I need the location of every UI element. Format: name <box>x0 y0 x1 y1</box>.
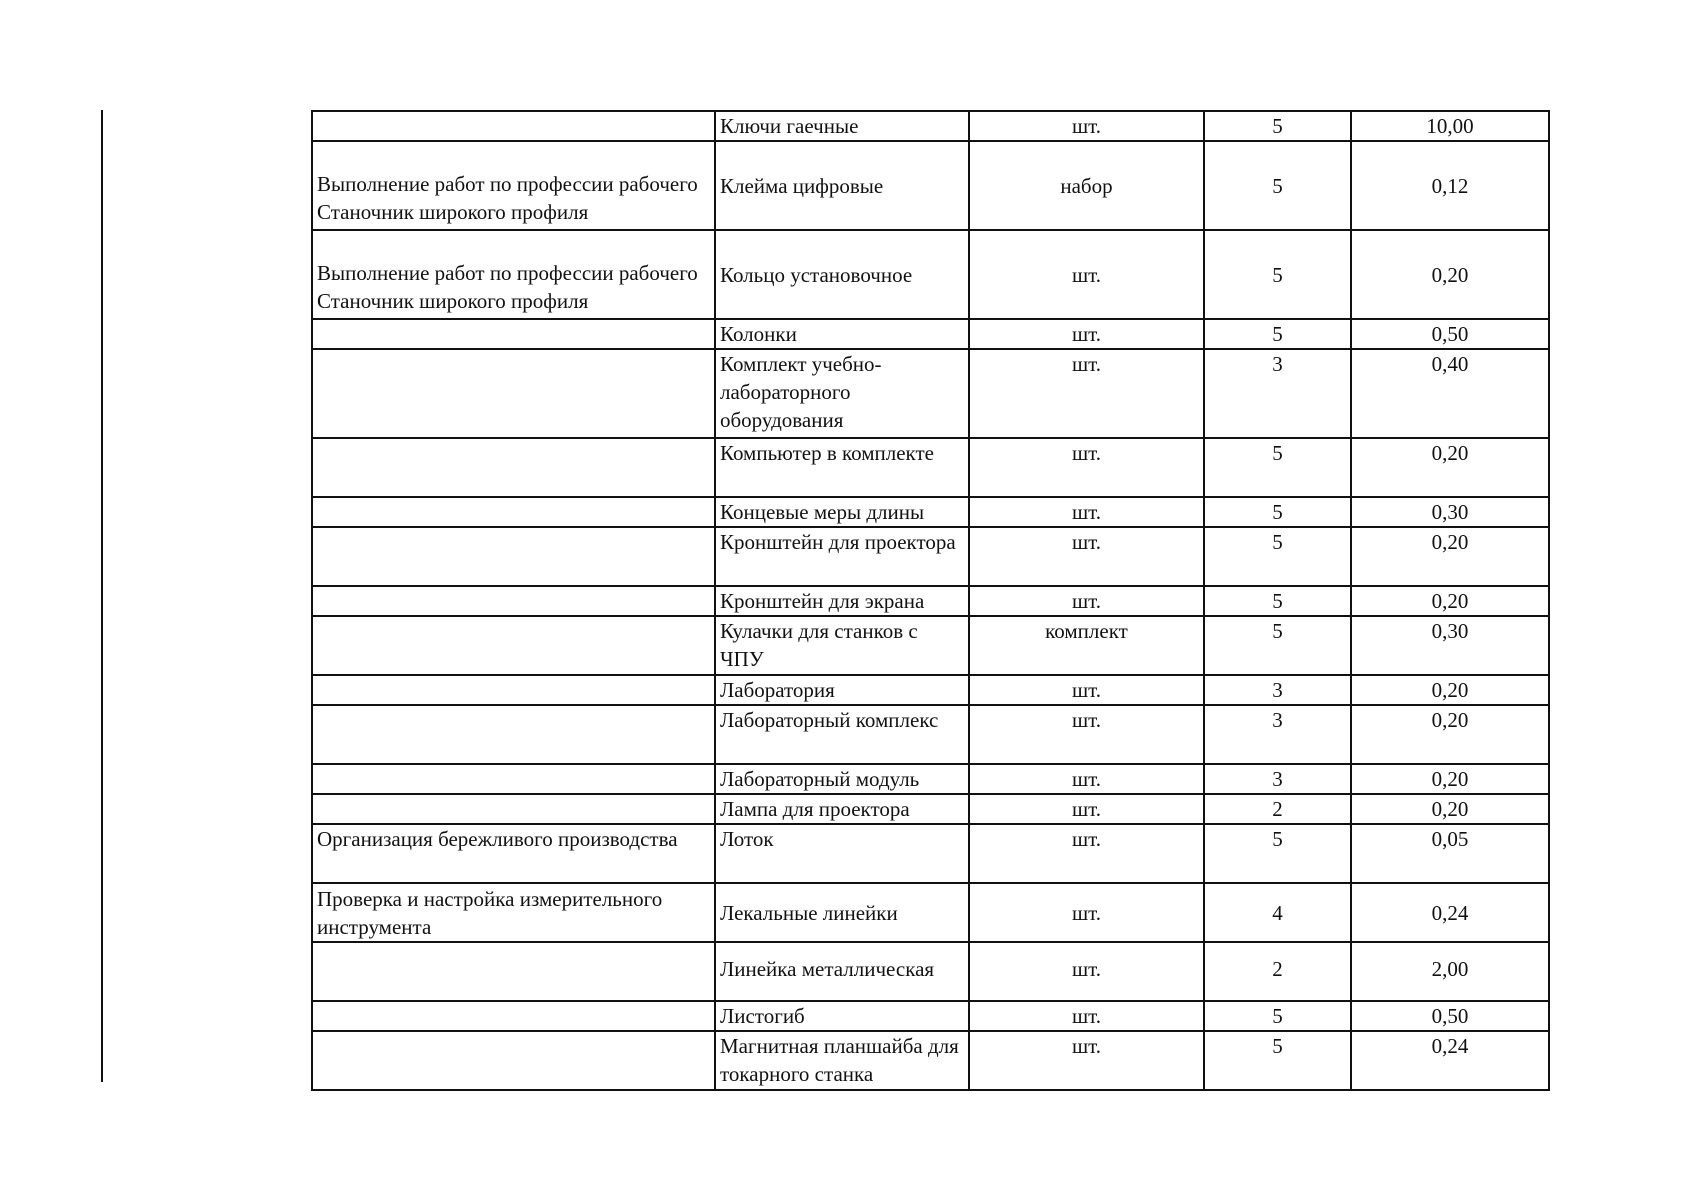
item-name-cell: Лаборатория <box>715 675 969 705</box>
table-row <box>312 230 1549 319</box>
table-row <box>312 675 1549 705</box>
quantity-cell: 3 <box>1204 705 1351 764</box>
value-cell: 0,12 <box>1351 141 1549 230</box>
activity-cell <box>312 705 715 764</box>
item-name-cell: Комплект учебно-лабораторного оборудования <box>715 349 969 438</box>
item-name-cell: Кронштейн для проектора <box>715 527 969 586</box>
quantity-cell: 5 <box>1204 438 1351 497</box>
item-name-cell: Лекальные линейки <box>715 883 969 942</box>
item-name-cell: Кулачки для станков с ЧПУ <box>715 616 969 675</box>
activity-cell <box>312 497 715 527</box>
activity-cell: Проверка и настройка измерительного инструмента <box>312 883 715 942</box>
unit-cell: шт. <box>969 675 1204 705</box>
unit-cell: шт. <box>969 764 1204 794</box>
table-row <box>312 141 1549 230</box>
value-cell: 0,20 <box>1351 675 1549 705</box>
activity-cell <box>312 764 715 794</box>
activity-cell: Организация бережливого производства <box>312 824 715 883</box>
quantity-cell: 2 <box>1204 794 1351 824</box>
table-row <box>312 497 1549 527</box>
value-cell: 0,24 <box>1351 883 1549 942</box>
quantity-cell: 5 <box>1204 111 1351 141</box>
value-cell: 0,20 <box>1351 705 1549 764</box>
table-row <box>312 1031 1549 1090</box>
table-row <box>312 438 1549 497</box>
table-row <box>312 616 1549 675</box>
unit-cell: шт. <box>969 319 1204 349</box>
activity-cell: Выполнение работ по профессии рабочего Станочник широкого профиля <box>312 141 715 230</box>
activity-cell <box>312 794 715 824</box>
activity-cell <box>312 675 715 705</box>
quantity-cell: 5 <box>1204 230 1351 319</box>
unit-cell: шт. <box>969 111 1204 141</box>
value-cell: 10,00 <box>1351 111 1549 141</box>
item-name-cell: Лоток <box>715 824 969 883</box>
value-cell: 0,40 <box>1351 349 1549 438</box>
value-cell: 0,50 <box>1351 319 1549 349</box>
table-row <box>312 824 1549 883</box>
unit-cell: шт. <box>969 497 1204 527</box>
item-name-cell: Листогиб <box>715 1001 969 1031</box>
quantity-cell: 5 <box>1204 1001 1351 1031</box>
quantity-cell: 4 <box>1204 883 1351 942</box>
quantity-cell: 3 <box>1204 675 1351 705</box>
table-row <box>312 705 1549 764</box>
table-row <box>312 319 1549 349</box>
item-name-cell: Компьютер в комплекте <box>715 438 969 497</box>
item-name-cell: Концевые меры длины <box>715 497 969 527</box>
left-margin-rule <box>101 110 103 1082</box>
unit-cell: шт. <box>969 883 1204 942</box>
table-row <box>312 794 1549 824</box>
activity-cell <box>312 942 715 1001</box>
unit-cell: шт. <box>969 586 1204 616</box>
value-cell: 0,20 <box>1351 586 1549 616</box>
table-row <box>312 111 1549 141</box>
unit-cell: набор <box>969 141 1204 230</box>
item-name-cell: Магнитная планшайба для токарного станка <box>715 1031 969 1090</box>
value-cell: 0,20 <box>1351 230 1549 319</box>
quantity-cell: 5 <box>1204 586 1351 616</box>
activity-cell <box>312 319 715 349</box>
quantity-cell: 3 <box>1204 349 1351 438</box>
unit-cell: шт. <box>969 942 1204 1001</box>
item-name-cell: Лабораторный комплекс <box>715 705 969 764</box>
value-cell: 0,20 <box>1351 794 1549 824</box>
value-cell: 0,24 <box>1351 1031 1549 1090</box>
item-name-cell: Лабораторный модуль <box>715 764 969 794</box>
unit-cell: шт. <box>969 794 1204 824</box>
activity-cell <box>312 438 715 497</box>
quantity-cell: 5 <box>1204 1031 1351 1090</box>
quantity-cell: 5 <box>1204 141 1351 230</box>
item-name-cell: Линейка металлическая <box>715 942 969 1001</box>
quantity-cell: 5 <box>1204 824 1351 883</box>
unit-cell: шт. <box>969 1001 1204 1031</box>
quantity-cell: 5 <box>1204 497 1351 527</box>
value-cell: 0,30 <box>1351 616 1549 675</box>
value-cell: 0,30 <box>1351 497 1549 527</box>
item-name-cell: Кронштейн для экрана <box>715 586 969 616</box>
value-cell: 0,20 <box>1351 764 1549 794</box>
quantity-cell: 5 <box>1204 319 1351 349</box>
unit-cell: шт. <box>969 438 1204 497</box>
activity-cell <box>312 1031 715 1090</box>
unit-cell: шт. <box>969 1031 1204 1090</box>
quantity-cell: 5 <box>1204 616 1351 675</box>
table-row <box>312 527 1549 586</box>
unit-cell: комплект <box>969 616 1204 675</box>
value-cell: 2,00 <box>1351 942 1549 1001</box>
value-cell: 0,20 <box>1351 438 1549 497</box>
table-row <box>312 586 1549 616</box>
quantity-cell: 2 <box>1204 942 1351 1001</box>
activity-cell <box>312 349 715 438</box>
table-row <box>312 349 1549 438</box>
value-cell: 0,05 <box>1351 824 1549 883</box>
activity-cell <box>312 111 715 141</box>
activity-cell <box>312 586 715 616</box>
table-row <box>312 1001 1549 1031</box>
activity-cell: Выполнение работ по профессии рабочего Станочник широкого профиля <box>312 230 715 319</box>
unit-cell: шт. <box>969 705 1204 764</box>
activity-cell <box>312 527 715 586</box>
item-name-cell: Клейма цифровые <box>715 141 969 230</box>
item-name-cell: Кольцо установочное <box>715 230 969 319</box>
activity-cell <box>312 616 715 675</box>
equipment-table <box>311 110 1550 1091</box>
value-cell: 0,50 <box>1351 1001 1549 1031</box>
activity-cell <box>312 1001 715 1031</box>
table-row <box>312 883 1549 942</box>
quantity-cell: 5 <box>1204 527 1351 586</box>
table-row <box>312 942 1549 1001</box>
item-name-cell: Ключи гаечные <box>715 111 969 141</box>
unit-cell: шт. <box>969 824 1204 883</box>
item-name-cell: Лампа для проектора <box>715 794 969 824</box>
unit-cell: шт. <box>969 349 1204 438</box>
value-cell: 0,20 <box>1351 527 1549 586</box>
item-name-cell: Колонки <box>715 319 969 349</box>
unit-cell: шт. <box>969 527 1204 586</box>
unit-cell: шт. <box>969 230 1204 319</box>
quantity-cell: 3 <box>1204 764 1351 794</box>
table-row <box>312 764 1549 794</box>
